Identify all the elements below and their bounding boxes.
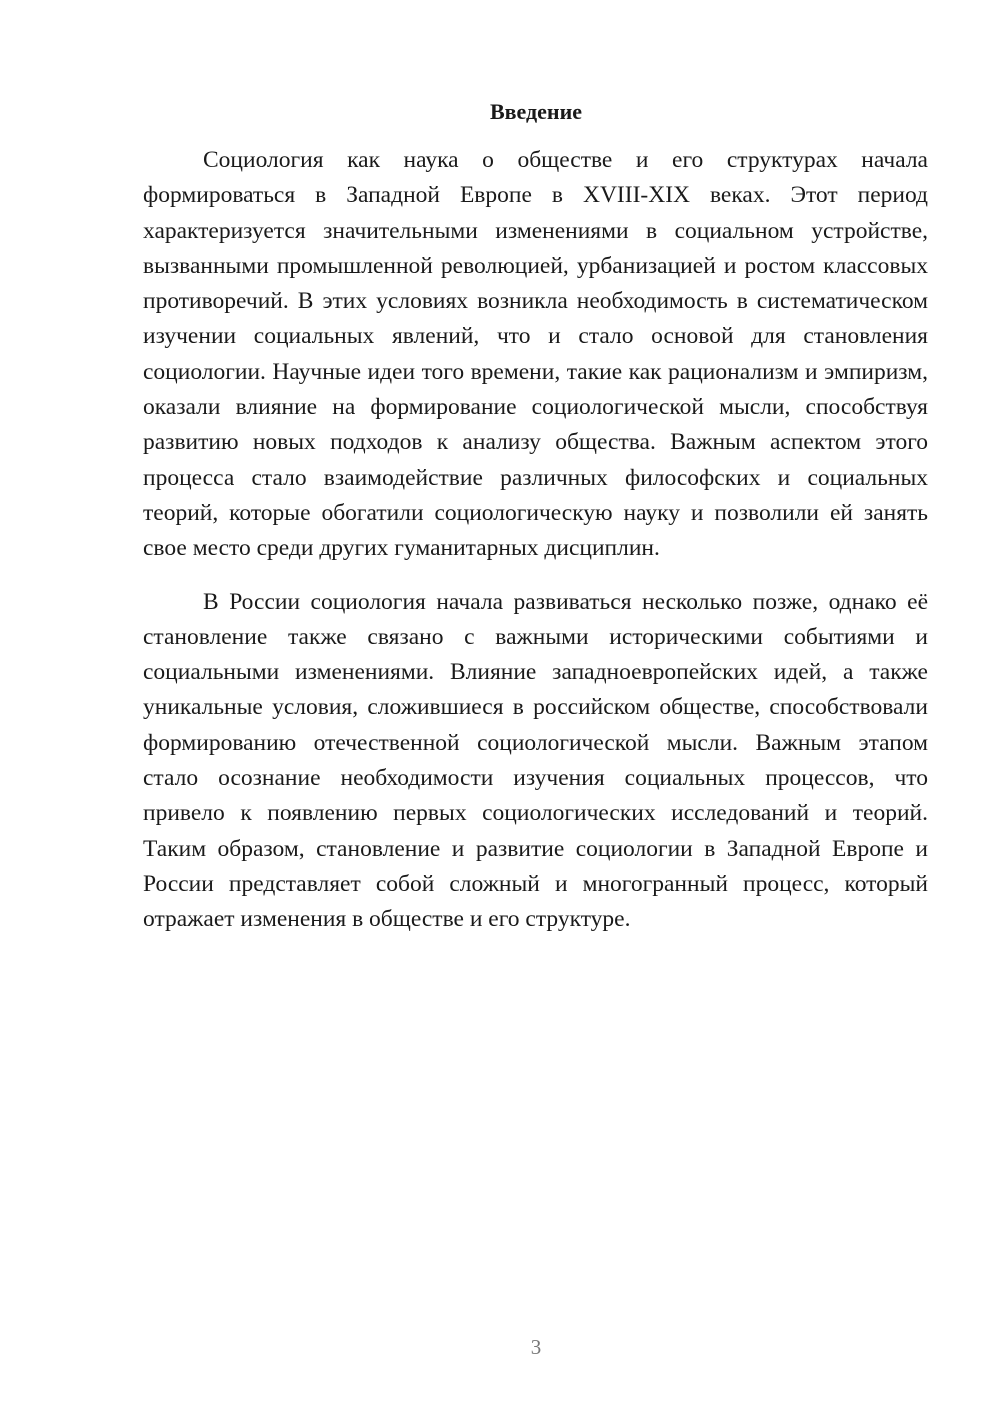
section-heading: Введение <box>489 99 583 124</box>
page-number: 3 <box>530 1335 542 1359</box>
paragraph-2: В России социология начала развиваться несколько позже, однако её становление также связано с важными историческими событиями и социальными изменениями. Влияние западноевропейских идей, а также уникальные условия, сложившиеся в российском обществе, способствовали формированию отечественной социологической мысли. Важным этапом стало осознание необходимости изучения социальных процессов, что привело к появлению первых социологических исследований и теорий. Таким образом, становление и развитие социологии в Западной Европе и России представляет собой сложный и многогранный процесс, который отражает изменения в обществе и его структуре. <box>143 588 928 933</box>
body-text <box>143 143 928 938</box>
paragraph-1: Социология как наука о обществе и его структурах начала формироваться в Западной Европе в XVIII-XIX веках. Этот период характеризуется значительными изменениями в социальном устройстве, вызванными промышленной революцией, урбанизацией и ростом классовых противоречий. В этих условиях возникла необходимость в систематическом изучении социальных явлений, что и стало основой для становления социологии. Научные идеи того времени, такие как рационализм и эмпиризм, оказали влияние на формирование социологической мысли, способствуя развитию новых подходов к анализу общества. Важным аспектом этого процесса стало взаимодействие различных философских и социальных теорий, которые обогатили социологическую науку и позволили ей занять свое место среди других гуманитарных дисциплин. <box>143 147 928 562</box>
